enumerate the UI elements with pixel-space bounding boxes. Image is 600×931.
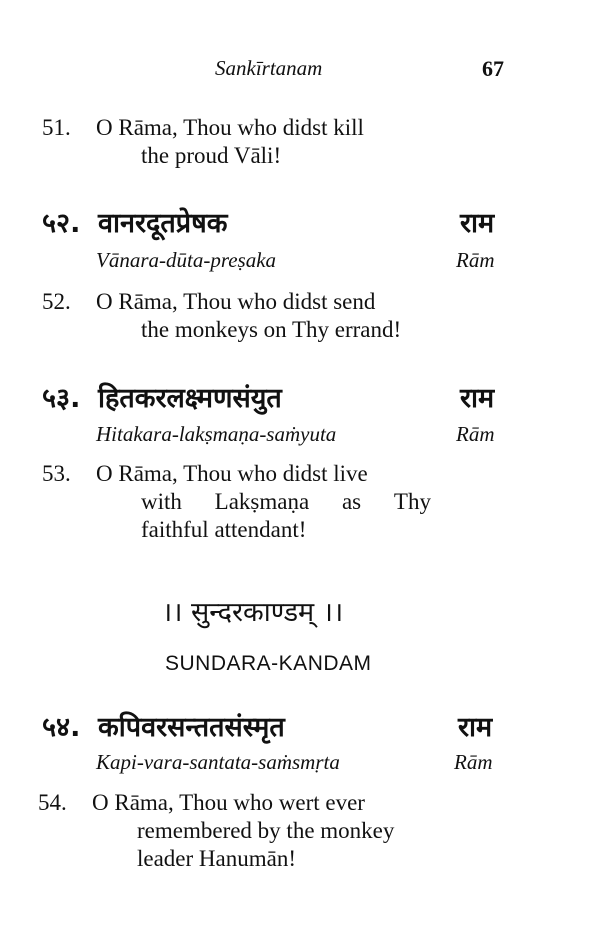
devanagari-verse-number: ५३. xyxy=(42,383,81,414)
transliteration: Vānara-dūta-preṣaka xyxy=(96,248,277,272)
verse-number: 54. xyxy=(38,790,67,815)
verse-line: O Rāma, Thou who wert ever xyxy=(92,790,365,815)
verse-line-justified xyxy=(141,489,431,515)
verse-line: faithful attendant! xyxy=(141,517,307,542)
devanagari-ram: राम xyxy=(458,712,493,743)
devanagari-ram: राम xyxy=(460,208,495,239)
page-number: 67 xyxy=(482,56,504,81)
word: as xyxy=(341,489,362,514)
verse-line: O Rāma, Thou who didst live xyxy=(96,461,368,486)
section-title: SUNDARA-KANDAM xyxy=(165,652,372,675)
devanagari-name: वानरदूतप्रेषक xyxy=(98,208,228,239)
devanagari-name: हितकरलक्ष्मणसंयुत xyxy=(98,383,282,414)
word: with xyxy=(141,489,182,514)
verse-number: 52. xyxy=(42,289,71,314)
devanagari-name: कपिवरसन्ततसंस्मृत xyxy=(98,712,285,743)
devanagari-ram: राम xyxy=(460,383,495,414)
verse-line: the monkeys on Thy errand! xyxy=(141,317,402,342)
word: Thy xyxy=(393,489,431,514)
word: Lakṣmaṇa xyxy=(214,489,310,514)
verse-line: remembered by the monkey xyxy=(137,818,395,843)
verse-number: 53. xyxy=(42,461,71,486)
verse-line: O Rāma, Thou who didst kill xyxy=(96,115,364,140)
transliteration: Hitakara-lakṣmaṇa-saṁyuta xyxy=(96,422,337,446)
devanagari-verse-number: ५४. xyxy=(42,712,81,743)
ram-transliteration: Rām xyxy=(456,248,495,272)
verse-line: leader Hanumān! xyxy=(137,846,297,871)
running-head-title: Sankīrtanam xyxy=(215,56,323,80)
transliteration: Kapi-vara-santata-saṁsmṛta xyxy=(96,750,340,774)
ram-transliteration: Rām xyxy=(456,422,495,446)
verse-line: the proud Vāli! xyxy=(141,143,282,168)
verse-number: 51. xyxy=(42,115,71,140)
devanagari-verse-number: ५२. xyxy=(42,208,81,239)
section-devanagari-title: ।। सुन्दरकाण्डम् ।। xyxy=(162,597,344,628)
verse-line: O Rāma, Thou who didst send xyxy=(96,289,376,314)
ram-transliteration: Rām xyxy=(454,750,493,774)
